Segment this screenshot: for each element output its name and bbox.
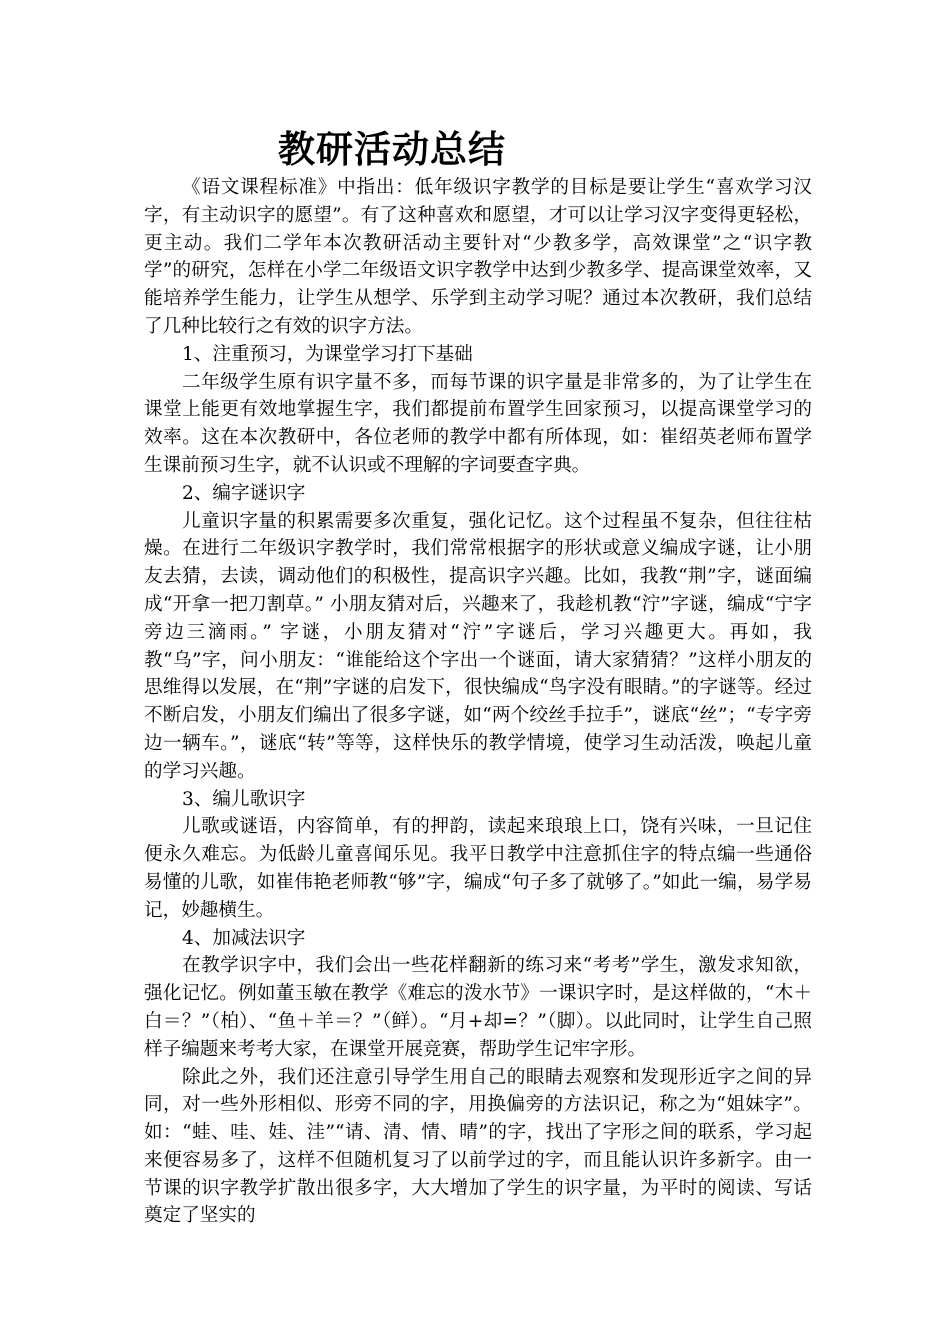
paragraph-intro: 《语文课程标准》中指出：低年级识字教学的目标是要让学生“喜欢学习汉字，有主动识字的愿望”。有了这种喜欢和愿望，才可以让学习汉字变得更轻松，更主动。我们二学年本次教研活动主要针对“少教多学，高效课堂”之“识字教学”的研究，怎样在小学二年级语文识字教学中达到少教多学、提高课堂效率，又能培养学生能力，让学生从想学、乐学到主动学习呢？通过本次教研，我们总结了几种比较行之有效的识字方法。 <box>144 177 812 337</box>
paragraph-1: 二年级学生原有识字量不多，而每节课的识字量是非常多的，为了让学生在课堂上能更有效地掌握生字，我们都提前布置学生回家预习，以提高课堂学习的效率。这在本次教研中，各位老师的教学中都有所体现，如：崔绍英老师布置学生课前预习生字，就不认识或不理解的字词要查字典。 <box>144 371 812 476</box>
paragraph-2: 儿童识字量的积累需要多次重复，强化记忆。这个过程虽不复杂，但往往枯燥。在进行二年级识字教学时，我们常常根据字的形状或意义编成字谜，让小朋友去猜，去读，调动他们的积极性，提高识字兴趣。比如，我教“荆”字，谜面编成“开拿一把刀割草。” 小朋友猜对后，兴趣来了，我趁机教“泞”字谜，编成“宁字旁边三滴雨。” 字谜，小朋友猜对“泞”字谜后，学习兴趣更大。再如，我教“乌”字，问小朋友：“谁能给这个字出一个谜面，请大家猜猜？”这样小朋友的思维得以发展，在“荆”字谜的启发下，很快编成“鸟字没有眼睛。”的字谜等。经过不断启发，小朋友们编出了很多字谜，如“两个绞丝手拉手”，谜底“丝”；“专字旁边一辆车。”，谜底“转”等等，这样快乐的教学情境，使学习生动活泼，唤起儿童的学习兴趣。 <box>144 510 812 782</box>
section-heading-2: 2、编字谜识字 <box>182 482 306 504</box>
document-body <box>144 174 812 1230</box>
document-title: 教研活动总结 <box>278 127 506 171</box>
paragraph-3: 儿歌或谜语，内容简单，有的押韵，读起来琅琅上口，饶有兴味，一旦记住便永久难忘。为低龄儿童喜闻乐见。我平日教学中注意抓住字的特点编一些通俗易懂的儿歌，如崔伟艳老师教“够”字，编成“句子多了就够了。”如此一编，易学易记，妙趣横生。 <box>144 816 812 921</box>
section-heading-4: 4、加减法识字 <box>182 927 306 949</box>
paragraph-5: 除此之外，我们还注意引导学生用自己的眼睛去观察和发现形近字之间的异同，对一些外形相似、形旁不同的字，用换偏旁的方法识记，称之为“姐妹字”。如：“蛙、哇、娃、洼”“请、清、情、晴”的字，找出了字形之间的联系，学习起来便容易多了，这样不但随机复习了以前学过的字，而且能认识许多新字。由一节课的识字教学扩散出很多字，大大增加了学生的识字量，为平时的阅读、写话奠定了坚实的 <box>144 1066 812 1227</box>
section-heading-3: 3、编儿歌识字 <box>182 788 306 810</box>
paragraph-4: 在教学识字中，我们会出一些花样翻新的练习来“考考”学生，激发求知欲，强化记忆。例如董玉敏在教学《难忘的泼水节》一课识字时，是这样做的，“木＋白＝？”（柏）、“鱼＋羊＝？”（鲜）。“月+却=？”（脚）。以此同时，让学生自己照样子编题来考考大家，在课堂开展竞赛，帮助学生记牢字形。 <box>144 955 812 1060</box>
section-heading-1: 1、注重预习，为课堂学习打下基础 <box>182 343 473 365</box>
